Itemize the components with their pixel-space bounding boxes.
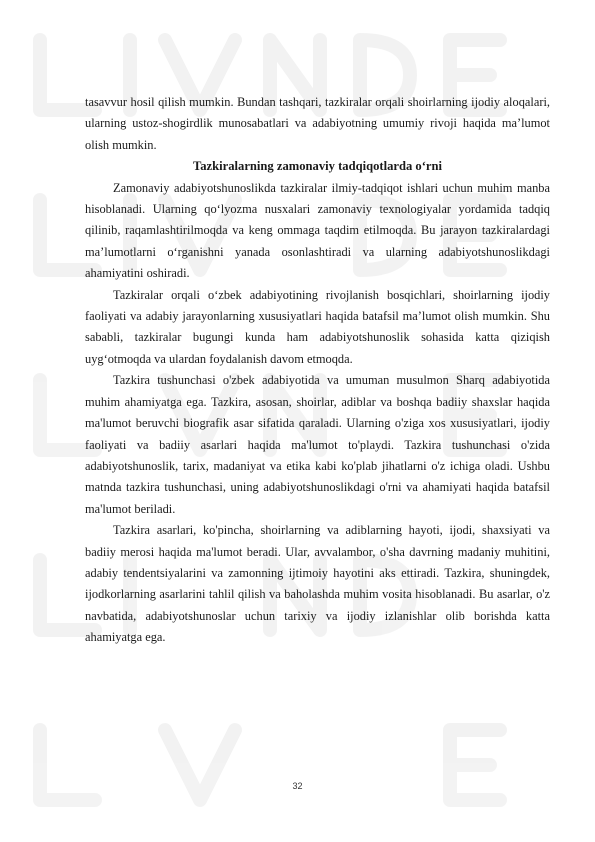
paragraph-continuation: tasavvur hosil qilish mumkin. Bundan tashqari, tazkiralar orqali shoirlarning ijodiy aloqalari, ularning ustoz-shogirdlik munosabatlari va adabiyotning umumiy rivoji haqida ma’lumot olish mumkin. <box>85 95 550 152</box>
paragraph-2: Tazkiralar orqali o‘zbek adabiyotining rivojlanish bosqichlari, shoirlarning ijodiy faoliyati va adabiy jarayonlarning xususiyatlari haqida batafsil ma’lumot olish mumkin. Shu sababli, tazkiralar bugungi kunda ham adabiyotshunoslik sohasida katta qiziqish uyg‘otmoqda va ulardan foydalanish davom etmoqda. <box>85 287 550 366</box>
paragraph-3: Tazkira tushunchasi o'zbek adabiyotida va umuman musulmon Sharq adabiyotida muhim ahamiyatga ega. Tazkira, asosan, shoirlar, adiblar va boshqa badiiy shaxslar haqida ma'lumot beruvchi biografik asar sifatida qaraladi. Ularning o'ziga xos xususiyatlari, ijodiy faoliyati va badiiy asarlari haqida ma'lumot to'playdi. Tazkira tushunchasi o'zida adabiyotshunoslik, tarix, madaniyat va etika kabi ko'plab jihatlarni o'z ichiga oladi. Ushbu matnda tazkira tushunchasi, uning adabiyotshunoslikdagi o'rni va ahamiyati haqida batafsil ma'lumot beriladi. <box>85 373 550 516</box>
paragraph-1: Zamonaviy adabiyotshunoslikda tazkiralar ilmiy-tadqiqot ishlari uchun muhim manba hisoblanadi. Ularning qo‘lyozma nusxalari zamonaviy texnologiyalar yordamida tadqiq qilinib, raqamlashtirilmoqda va keng ommaga taqdim etilmoqda. Bu jarayon tazkiralardagi ma’lumotlarni o‘rganishni yanada osonlashtiradi va ularning adabiyotshunoslikdagi ahamiyatini oshiradi. <box>85 180 550 281</box>
document-body <box>85 92 550 649</box>
paragraph-4: Tazkira asarlari, ko'pincha, shoirlarning va adiblarning hayoti, ijodi, shaxsiyati va badiiy merosi haqida ma'lumot beradi. Ular, avvalambor, o'sha davrning madaniy muhitini, adabiy tendentsiyalarini va zamonning ijtimoiy hayotini aks ettiradi. Tazkira, shuningdek, ijodkorlarning asarlarini tahlil qilish va baholashda muhim vosita hisoblanadi. Bu asarlar, o'z navbatida, adabiyotshunoslar uchun tarixiy va ijodiy izlanishlar olib borishda katta ahamiyatga ega. <box>85 523 550 645</box>
page-number: 32 <box>292 781 303 791</box>
section-heading: Tazkiralarning zamonaviy tadqiqotlarda o‘rni <box>193 159 442 174</box>
